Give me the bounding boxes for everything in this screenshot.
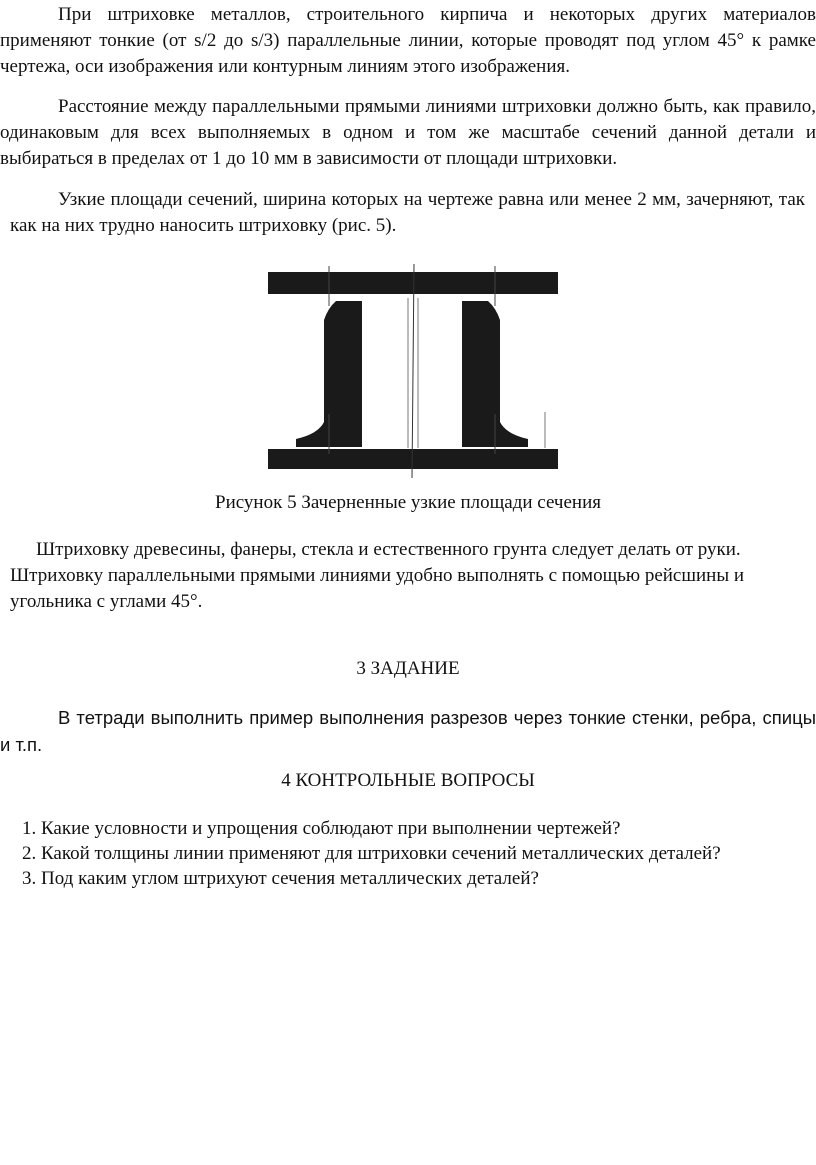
paragraph-task: В тетради выполнить пример выполнения разрезов через тонкие стенки, ребра, спицы и т.п. [0, 707, 816, 755]
question-item [22, 841, 816, 866]
question-text: Какие условности и упрощения соблюдают при выполнении чертежей? [41, 818, 621, 839]
center-axis-line [412, 264, 414, 478]
question-number: 3. [22, 868, 37, 889]
bottom-flange-section [268, 449, 558, 469]
paragraph-hatching-spacing: Расстояние между параллельными прямыми линиями штриховки должно быть, как правило, одинаковым для всех выполняемых в одном и том же масштабе сечений данной детали и выбираться в пределах от 1 до 10 мм в зависимости от площади штриховки. [0, 96, 816, 169]
question-item [22, 816, 816, 841]
question-text: Под каким углом штрихуют сечения металлических деталей? [41, 868, 539, 889]
question-item [22, 866, 816, 891]
section-heading-task: 3 ЗАДАНИЕ [356, 658, 460, 679]
question-number: 2. [22, 843, 37, 864]
figure-blackened-sections [262, 262, 562, 480]
figure-caption: Рисунок 5 Зачерненные узкие площади сечения [215, 492, 601, 513]
top-flange-section [268, 272, 558, 294]
paragraph-narrow-sections: Узкие площади сечений, ширина которых на чертеже равна или менее 2 мм, зачерняют, так как на них трудно наносить штриховку (рис. 5). [10, 189, 805, 236]
question-number: 1. [22, 818, 37, 839]
section-drawing [262, 262, 562, 480]
paragraph-hatching-metals: При штриховке металлов, строительного кирпича и некоторых других материалов применяют тонкие (от s/2 до s/3) параллельные линии, которые проводят под углом 45° к рамке чертежа, оси изображения или контурным линиям этого изображения. [0, 4, 816, 77]
paragraph-freehand-hatching: Штриховку древесины, фанеры, стекла и естественного грунта следует делать от руки. Штриховку параллельными прямыми линиями удобно выполнять с помощью рейсшины и угольника с углами 45°. [10, 539, 745, 612]
question-text: Какой толщины линии применяют для штриховки сечений металлических деталей? [41, 843, 721, 864]
questions-list [22, 816, 816, 891]
section-heading-questions: 4 КОНТРОЛЬНЫЕ ВОПРОСЫ [281, 770, 535, 791]
